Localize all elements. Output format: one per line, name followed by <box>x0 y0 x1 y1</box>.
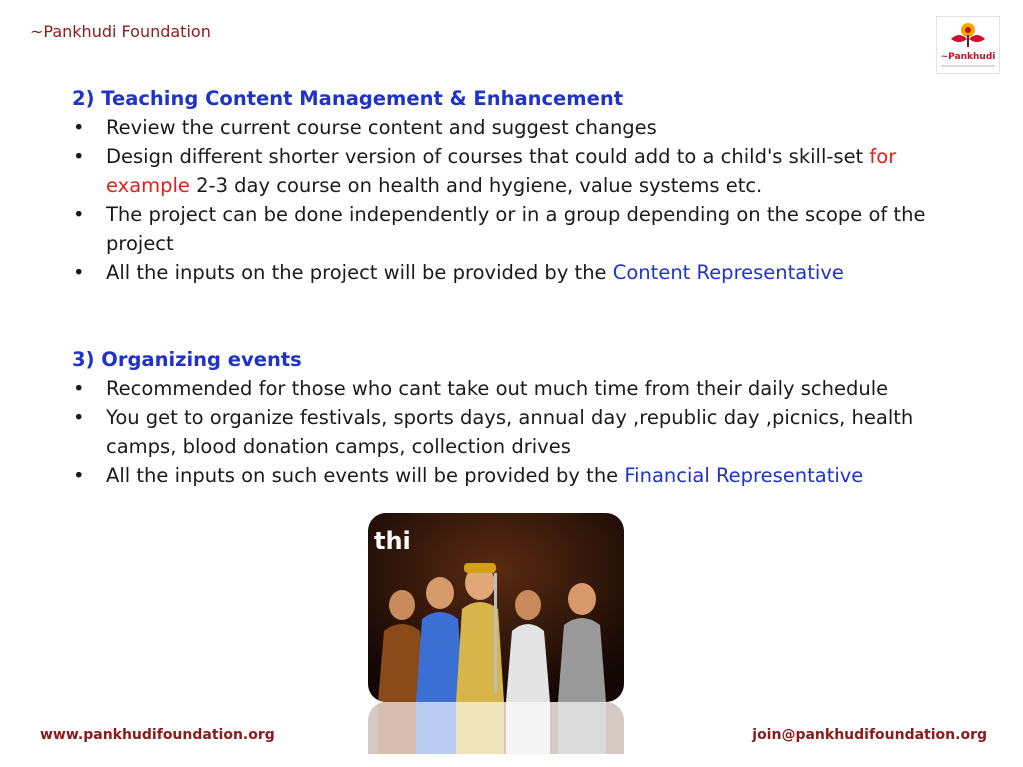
list-item: • Review the current course content and suggest changes <box>72 113 972 142</box>
content-management-list <box>72 113 972 287</box>
flower-icon <box>937 17 999 53</box>
list-item: • All the inputs on the project will be provided by the Content Representative <box>72 258 972 287</box>
banner-text: thi <box>374 527 411 555</box>
content-representative-link: Content Representative <box>612 261 844 284</box>
website-link[interactable]: www.pankhudifoundation.org <box>40 727 275 743</box>
list-item: • You get to organize festivals, sports days, annual day ,republic day ,picnics, health camps, blood donation camps, collection drives <box>72 403 972 461</box>
highlight-for-example: for example <box>106 145 897 197</box>
financial-representative-link: Financial Representative <box>624 464 864 487</box>
email-link[interactable]: join@pankhudifoundation.org <box>752 727 987 743</box>
pankhudi-logo <box>936 16 1000 74</box>
section-heading-content-management: 2) Teaching Content Management & Enhancement <box>72 87 624 110</box>
organizing-events-list <box>72 374 972 490</box>
list-item: • The project can be done independently or in a group depending on the scope of the project <box>72 200 972 258</box>
list-item: • All the inputs on such events will be provided by the Financial Representative <box>72 461 972 490</box>
section-heading-organizing-events: 3) Organizing events <box>72 348 302 371</box>
logo-tagline-mark <box>941 65 995 67</box>
list-item: • Design different shorter version of courses that could add to a child's skill-set for example 2-3 day course on health and hygiene, value systems etc. <box>72 142 972 200</box>
photo-reflection <box>368 702 624 754</box>
list-item: • Recommended for those who cant take out much time from their daily schedule <box>72 374 972 403</box>
slide-content <box>72 84 972 490</box>
children-stage-photo <box>368 513 624 702</box>
org-name: ~Pankhudi Foundation <box>30 22 211 41</box>
logo-text: ~Pankhudi <box>940 52 996 62</box>
